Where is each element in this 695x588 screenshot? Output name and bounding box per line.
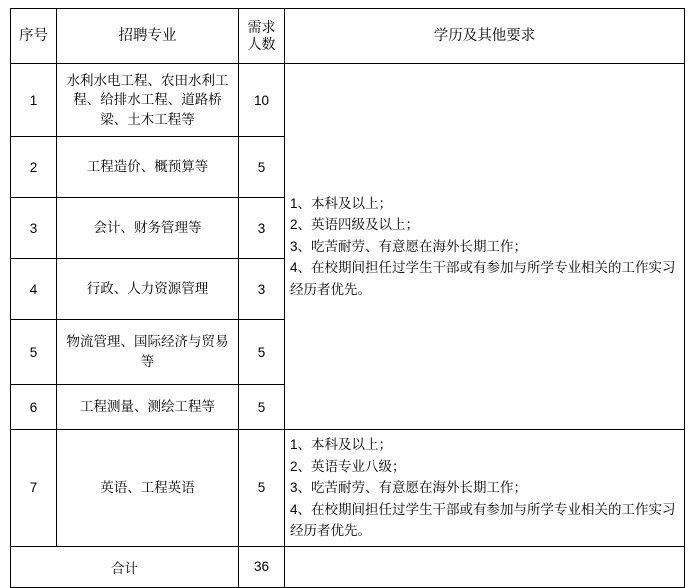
row-index: 6 [11, 385, 57, 430]
row-major: 会计、财务管理等 [57, 198, 239, 259]
requirements-group-2 [285, 430, 685, 547]
total-value: 36 [239, 546, 285, 587]
total-label: 合计 [11, 546, 239, 587]
row-index: 4 [11, 259, 57, 320]
requirement-line-2: 2、英语四级及以上； [290, 217, 420, 233]
row-count: 5 [239, 320, 285, 385]
row-count: 3 [239, 259, 285, 320]
header-count-line2: 人数 [247, 36, 276, 52]
row-major: 水利水电工程、农田水利工程、给排水工程、道路桥梁、土木工程等 [57, 64, 239, 137]
row-count: 5 [239, 385, 285, 430]
requirement-line-3: 3、吃苦耐劳、有意愿在海外长期工作； [290, 480, 528, 496]
header-count-line1: 需求 [247, 19, 276, 36]
requirement-line-3: 3、吃苦耐劳、有意愿在海外长期工作； [290, 238, 528, 254]
row-count: 3 [239, 198, 285, 259]
header-major: 招聘专业 [57, 9, 239, 64]
header-index: 序号 [11, 9, 57, 64]
row-major: 工程造价、概预算等 [57, 137, 239, 198]
table-header-row [11, 9, 685, 64]
requirement-line-2: 2、英语专业八级； [290, 458, 406, 474]
row-index: 2 [11, 137, 57, 198]
row-major: 工程测量、测绘工程等 [57, 385, 239, 430]
row-index: 7 [11, 430, 57, 547]
total-blank-cell [285, 546, 685, 587]
requirement-line-4: 4、在校期间担任过学生干部或有参加与所学专业相关的工作实习经历者优先。 [290, 501, 676, 539]
row-major: 英语、工程英语 [57, 430, 239, 547]
row-count: 5 [239, 137, 285, 198]
table-total-row [11, 546, 685, 587]
requirements-group-1 [285, 64, 685, 430]
recruitment-table [10, 8, 685, 588]
row-count: 5 [239, 430, 285, 547]
table-row [11, 64, 685, 137]
row-count: 10 [239, 64, 285, 137]
row-major: 物流管理、国际经济与贸易等 [57, 320, 239, 385]
requirement-line-1: 1、本科及以上； [290, 437, 393, 452]
row-major: 行政、人力资源管理 [57, 259, 239, 320]
header-requirements: 学历及其他要求 [285, 9, 685, 64]
requirement-line-1: 1、本科及以上； [290, 195, 393, 211]
row-index: 1 [11, 64, 57, 137]
header-count [239, 9, 285, 64]
row-index: 3 [11, 198, 57, 259]
table-row [11, 430, 685, 547]
requirement-line-4: 4、在校期间担任过学生干部或有参加与所学专业相关的工作实习经历者优先。 [290, 260, 676, 297]
row-index: 5 [11, 320, 57, 385]
